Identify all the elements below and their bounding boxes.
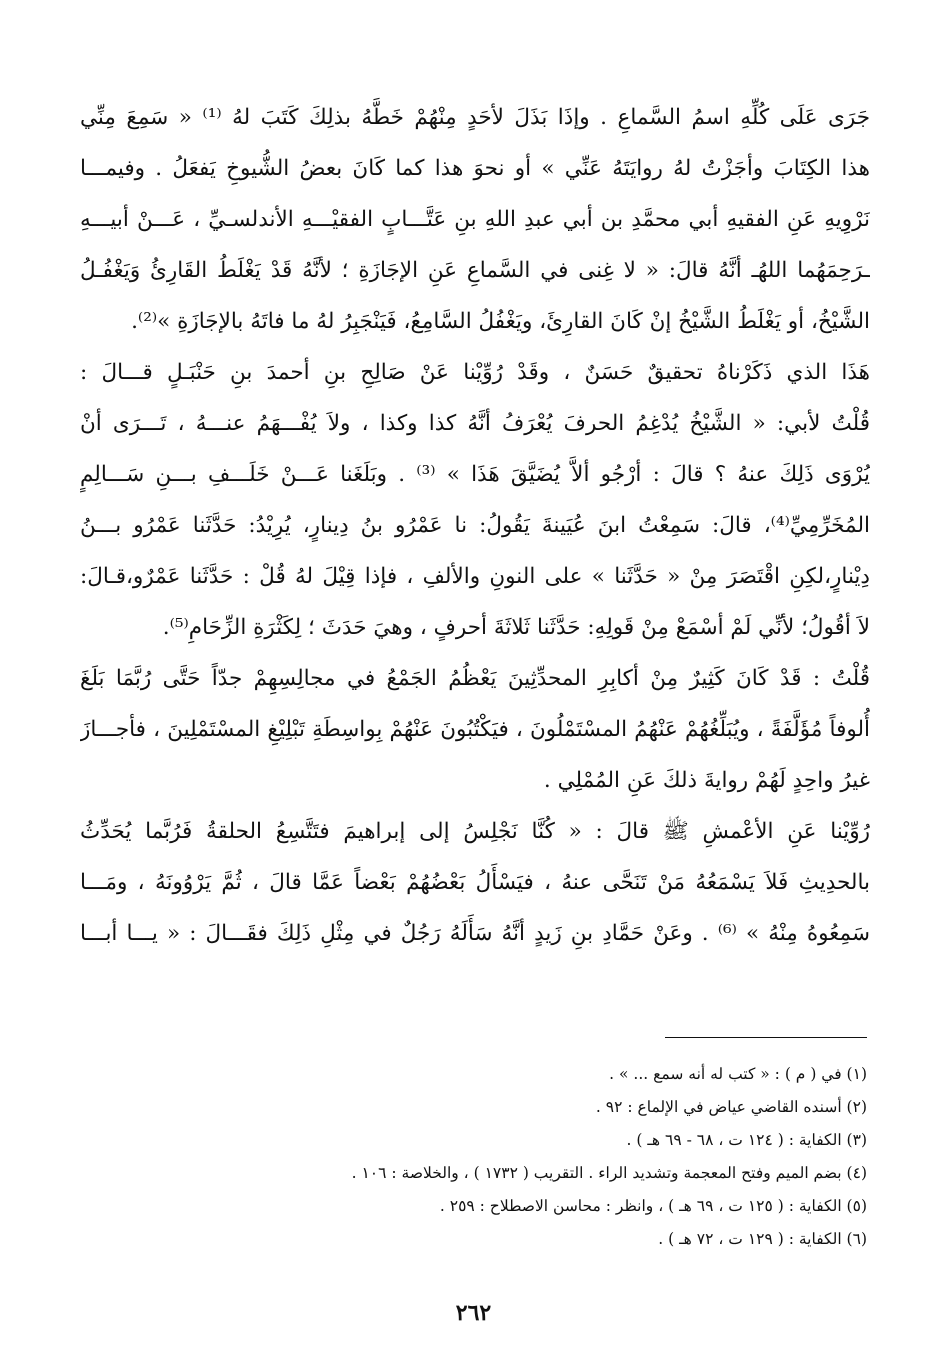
text-line: رُوِّيْنا عَنِ الأعْمشِ ﷺ قالَ : « كُنَّا نَجْلِسُ إلى إبراهيمَ فتَتَّسِعُ الحلقةُ فَرُبَّما يُحَدِّثُ — [80, 819, 870, 844]
footnote: (١) في ( م ) : « كتب له أنه سمع ... » . — [609, 1065, 867, 1083]
footnote: (٤) بضم الميم وفتح المعجمة وتشديد الراء . التقريب ( ١٧٣٢ ) ، والخلاصة : ١٠٦ . — [351, 1164, 867, 1182]
footnote-separator — [665, 1037, 867, 1038]
text-line: الشَّيْخُ، أو يَغْلَطُ الشَّيْخُ إنْ كَانَ القارِئَ، ويَغْفُلُ السَّامِعُ، فَيَنْجَبِرُ لهُ ما فاتَهُ بالإجَازَةِ »⁽²⁾. — [131, 309, 870, 334]
text-line: قُلْتُ : قَدْ كَانَ كَثِيرٌ مِنْ أكابِرِ المحدِّثِينَ يَعْظُمُ الجَمْعُ في مجالِسِهِمْ جدّاً حَتَّى رُبَّمَا بَلَغَ — [80, 666, 870, 691]
text-line: أُلوفاً مُؤَلَّفَةً ، ويُبَلِّغُهُمْ عَنْهُمُ المسْتَمْلُونَ ، فيَكْتُبُونَ عَنْهُمْ بِواسِطَةِ تَبْلِيْغِ المسْتَمْلِينَ ، فأجـــازَ — [80, 717, 870, 742]
text-line: هذا الكِتَابَ وأجَزْتُ لهُ روايَتَهُ عَنِّي » أو نحوَ هذا كما كَانَ بعضُ الشُّيوخِ يَفعَلُ . وفيمـــا — [80, 156, 870, 181]
footnotes — [87, 1058, 867, 1256]
text-line: بالحدِيثِ فَلاَ يَسْمَعُهُ مَنْ تَنَحَّى عنهُ ، فيَسْأَلُ بَعْضُهُمْ بَعْضاً عَمَّا قالَ ، ثُمَّ يَرْوُونَهُ ، ومَـــا — [80, 870, 870, 895]
text-line: يُرْوَى ذَلِكَ عنهُ ؟ قالَ : أرْجُو ألاَّ يُضَيَّقَ هَذَا » ⁽³⁾ . وبَلَغَنا عَـــنْ خَلَـــفِ بـــنِ سَـــالِمٍ — [80, 462, 870, 487]
text-line: غيرُ واحِدٍ لَهُمْ روايةَ ذلكَ عَنِ المُمْلِي . — [543, 768, 870, 793]
text-line: لاَ أقُولُ؛ لأنِّي لَمْ أسْمَعْ مِنْ قَولِهِ: حَدَّثَنا ثَلاثَةَ أحرفٍ ، وهيَ حَدَثَ ؛ لِكَثْرَةِ الزِّحَامِ⁽⁵⁾. — [162, 615, 870, 640]
footnote: (٥) الكفاية : ( ١٢٥ ت ، ٦٩ هـ ) ، وانظر : محاسن الاصطلاح : ٢٥٩ . — [439, 1197, 867, 1215]
text-line: جَرَى عَلَى كُلِّهِ اسمُ السَّماعِ . وإذَا بَذَلَ لأحَدٍ مِنْهُمْ خَطَّهُ بذلِكَ كَتَبَ لهُ ⁽¹⁾ « سَمِعَ مِنِّي — [80, 105, 870, 130]
text-line: ـرَحِمَهُما اللهُـ أنَّهُ قالَ: « لا غِنى في السَّماعِ عَنِ الإجَازَةِ ؛ لأنَّهُ قَدْ يَغْلَطُ القَارِئُ وَيَغْفُـلُ — [80, 258, 870, 283]
page-number: ٢٦٢ — [455, 1300, 492, 1326]
text-line: دِيْنارٍ،لكِنِ اقْتَصَرَ مِنْ « حَدَّثَنا » على النونِ والألفِ ، فإذا قِيْلَ لهُ قُلْ : حَدَّثَنا عَمْرٌو،قـالَ: — [80, 564, 870, 589]
footnote: (٢) أسنده القاضي عياض في الإلماع : ٩٢ . — [595, 1098, 867, 1116]
footnote: (٣) الكفاية : ( ١٢٤ ت ، ٦٨ - ٦٩ هـ ) . — [626, 1131, 867, 1149]
text-line: المُخَرِّمِيِّ⁽⁴⁾، قالَ: سَمِعْتُ ابنَ عُيَينةَ يَقُولُ: نا عَمْرُو بنُ دِينارٍ، يُرِيْدُ: حَدَّثَنا عَمْرُو بـــنُ — [80, 513, 870, 538]
text-line: سَمِعُوهُ مِنْهُ » ⁽⁶⁾ . وعَنْ حَمَّادِ بنِ زَيدٍ أنَّهُ سَأَلَهُ رَجُلٌ في مِثْلِ ذَلِكَ فقَـــالَ : « يـــا أبـــا — [80, 921, 870, 946]
text-line: قُلْتُ لأبي: « الشَّيْخُ يُدْغِمُ الحرفَ يُعْرَفُ أنَّهُ كذا وكذا ، ولاَ يُفْـــهَمُ عنـــهُ ، تَـــرَى أنْ — [80, 411, 870, 436]
text-line: هَذَا الذي ذَكَرْناهُ تحقيقٌ حَسَنٌ ، وقَدْ رُوِّيْنا عَنْ صَالِحِ بنِ أحمدَ بنِ حَنْبَـلٍ قـــالَ : — [80, 360, 870, 385]
footnote: (٦) الكفاية : ( ١٢٩ ت ، ٧٢ هـ ) . — [658, 1230, 867, 1248]
main-text — [80, 92, 870, 959]
text-line: نَرْوِيهِ عَنِ الفقيهِ أبي محمَّدِ بن أبي عبدِ اللهِ بنِ عَتَّـــابٍ الفقيْـــهِ الأندلسـيِّ ، عَـــنْ أبيـــهِ — [80, 207, 870, 232]
